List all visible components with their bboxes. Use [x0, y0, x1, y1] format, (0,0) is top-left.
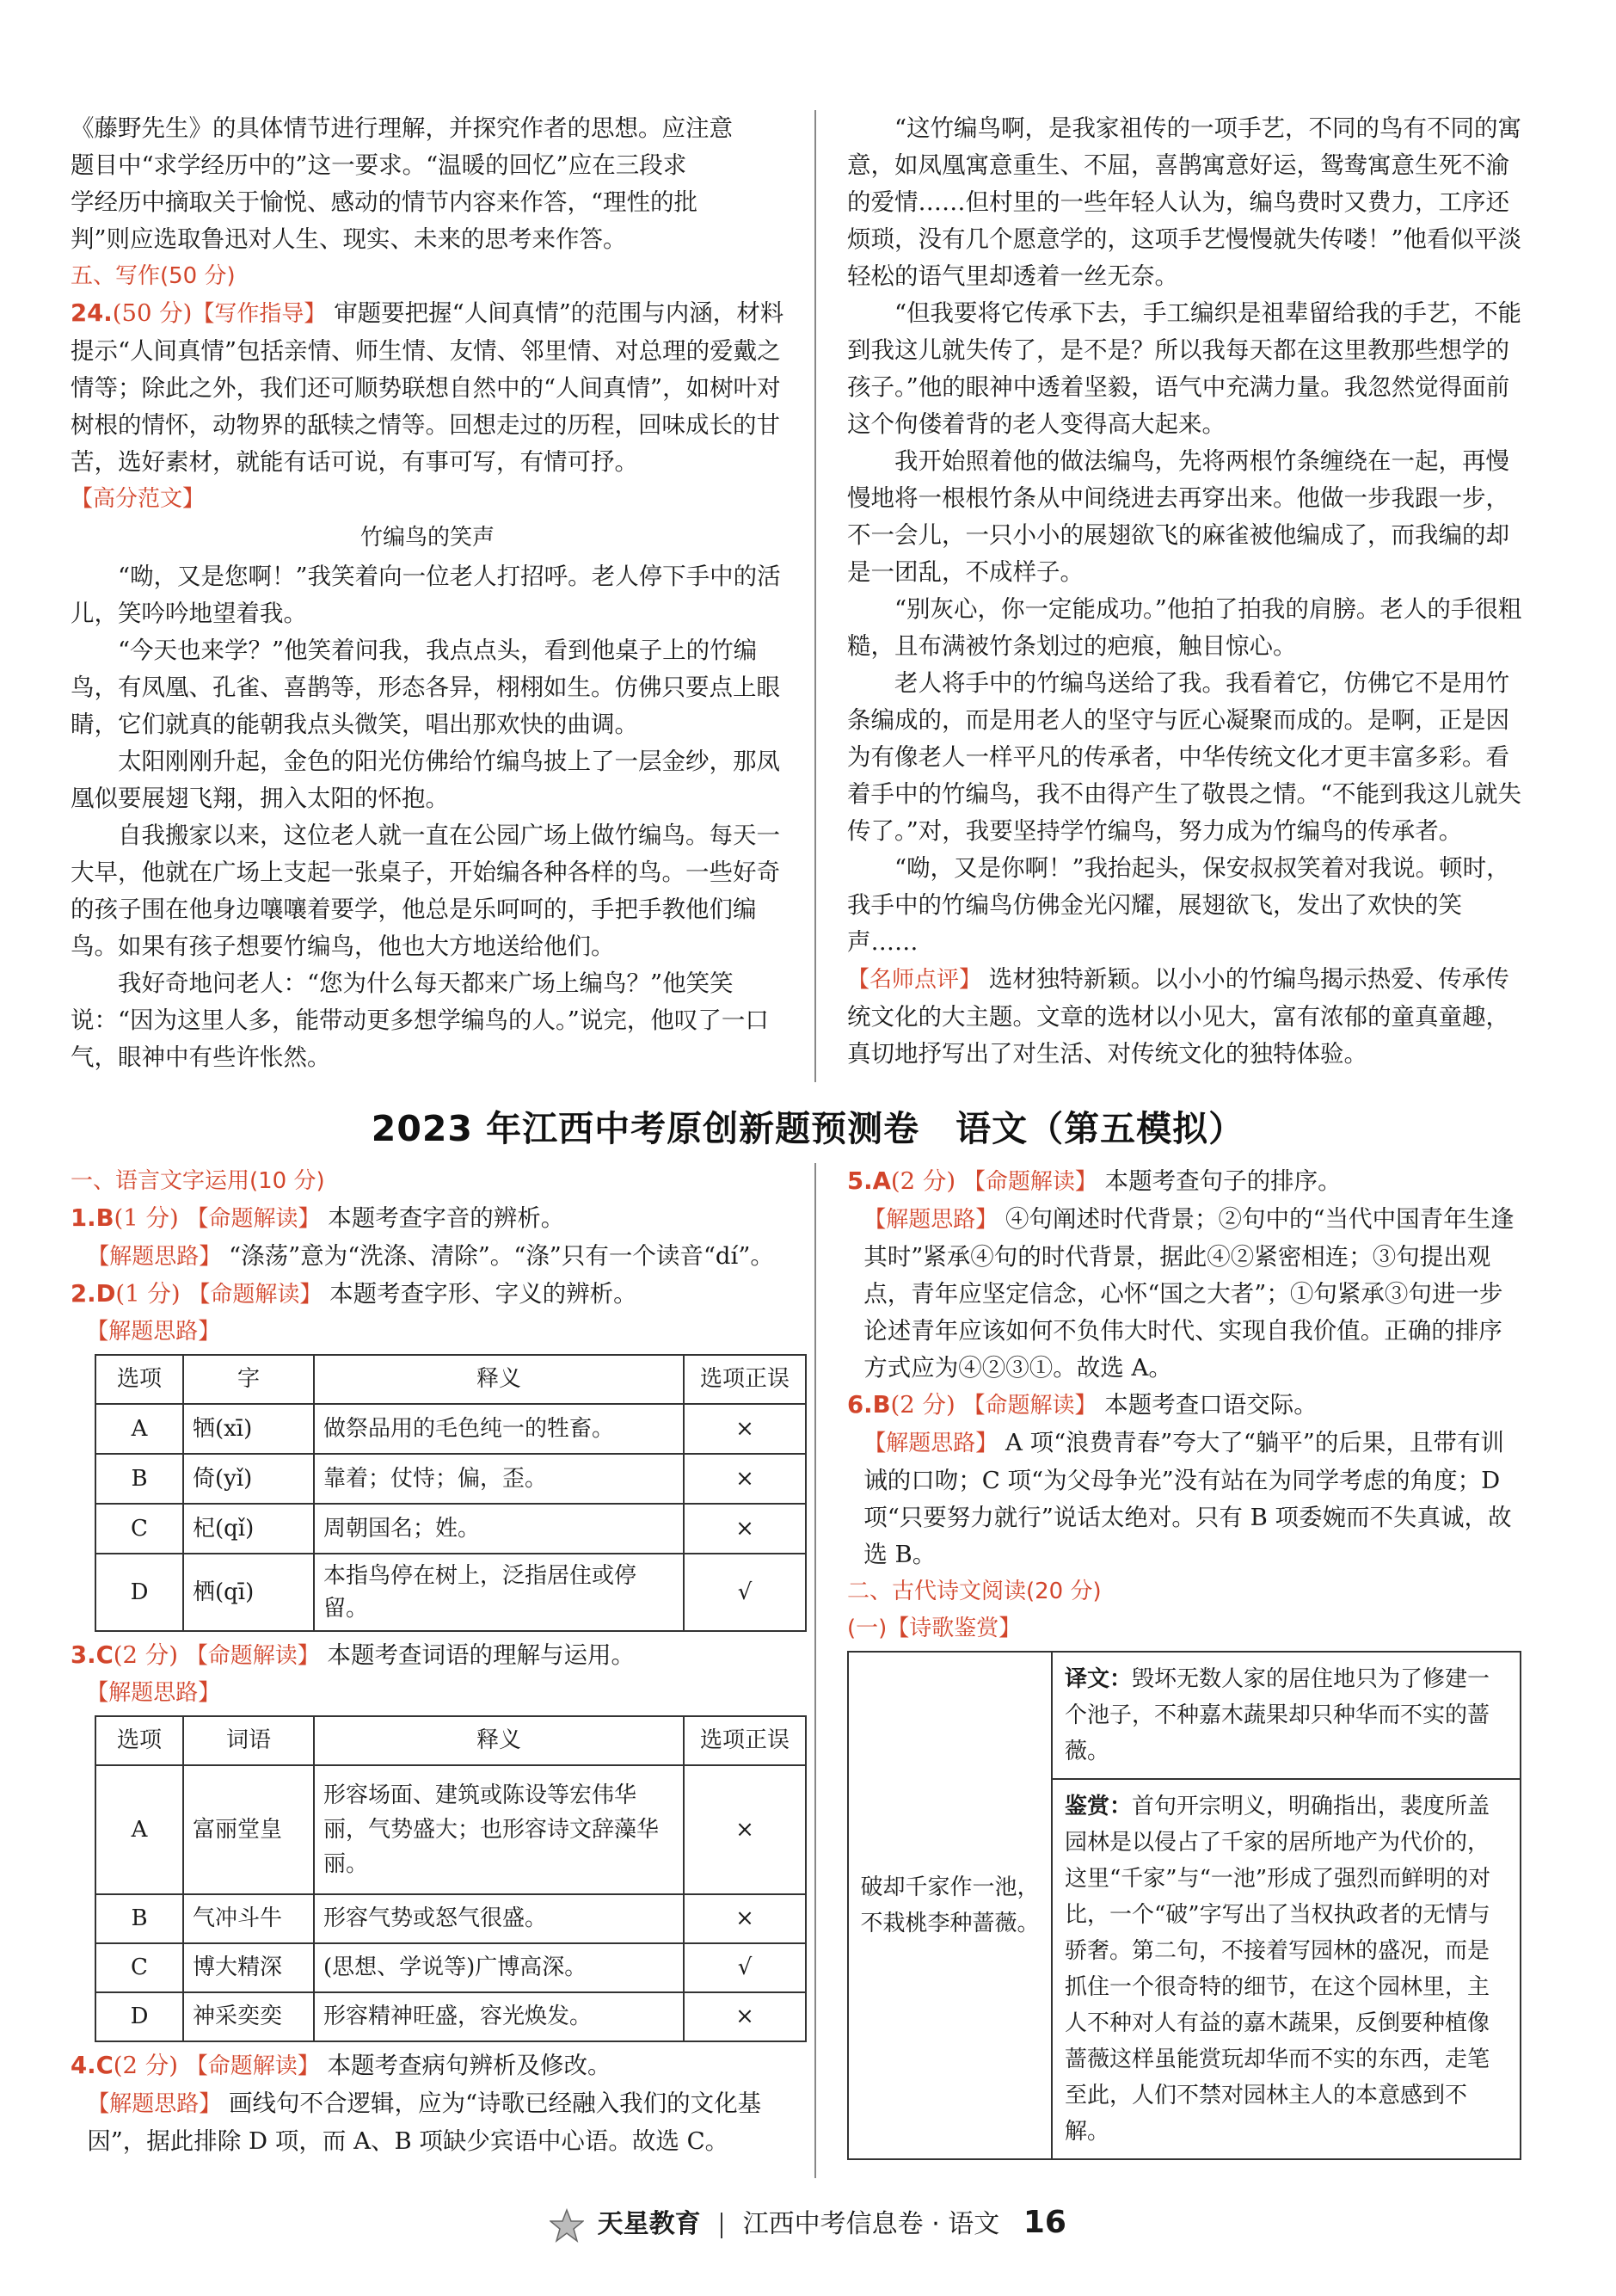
text-line: 《藤野先生》的具体情节进行理解，并探究作者的思想。应注意 [71, 114, 733, 142]
q24-score: (50 分) [112, 299, 193, 327]
char-cell: 倚(yǐ) [183, 1454, 314, 1504]
q3-tag: 【命题解读】 [185, 1643, 320, 1669]
text-line: 题目中“求学经历中的”这一要求。“温暖的回忆”应在三段求 [71, 151, 687, 179]
poem-appreciation-table [847, 1651, 1521, 2160]
top-right-column [847, 110, 1522, 1073]
table-header: 词语 [183, 1716, 314, 1765]
essay-paragraph: 我好奇地问老人：“您为什么每天都来广场上编鸟？”他笑笑说：“因为这里人多，能带动更多想学编鸟的人。”说完，他叹了一口气，眼神中有些许怅然。 [71, 969, 769, 1071]
meaning-cell: 形容场面、建筑或陈设等宏伟华丽，气势盛大；也形容诗文辞藻华丽。 [314, 1765, 684, 1894]
meaning-cell: 本指鸟停在树上，泛指居住或停留。 [314, 1554, 684, 1631]
footer-publication: 江西中考信息卷 · 语文 [742, 2209, 1000, 2239]
verdict-cell: × [684, 1454, 806, 1504]
table-row [95, 1943, 806, 1992]
verdict-cell: × [684, 1504, 806, 1554]
essay-paragraph: 老人将手中的竹编鸟送给了我。我看着它，仿佛它不是用竹条编成的，而是用老人的坚守与匠心凝聚而成的。是啊，正是因为有像老人一样平凡的传承者，中华传统文化才更丰富多彩。看着手中的竹编鸟，我不由得产生了敬畏之情。“不能到我这儿就失传了。”对，我要坚持学竹编鸟，努力成为竹编鸟的传承者。 [847, 669, 1522, 845]
translation-text: 毁坏无数人家的居住地只为了修建一个池子，不种嘉木蔬果却只种华而不实的蔷薇。 [1065, 1666, 1490, 1764]
word-cell: 神采奕奕 [183, 1992, 314, 2041]
verdict-cell: × [684, 1404, 806, 1454]
comment-text: 选材独特新颖。以小小的竹编鸟揭示热爱、传承传统文化的大主题。文章的选材以小见大，富有浓郁的童真童趣，真切地抒写出了对生活、对传统文化的独特体验。 [847, 965, 1509, 1068]
footer-separator [721, 2213, 722, 2238]
q24-text: 审题要把握“人间真情”的范围与内涵，材料提示“人间真情”包括亲情、师生情、友情、邻里情、对总理的爱戴之情等；除此之外，我们还可顺势联想自然中的“人间真情”，如树叶对树根的情怀，动物界的舐犊之情等。回想走过的历程，回味成长的甘苦，选好素材，就能有话可说，有事可写，有情可抒。 [71, 299, 784, 476]
q1-tag2: 【解题思路】 [87, 1244, 222, 1270]
q6-line [847, 1387, 1522, 1425]
q4-tag: 【命题解读】 [185, 2053, 320, 2079]
q5-analysis [847, 1201, 1522, 1387]
table-char-meaning [95, 1354, 807, 1632]
table-header: 选项正误 [684, 1716, 806, 1765]
poem-line-cell: 破却千家作一池，不栽桃李种蔷薇。 [848, 1652, 1052, 2159]
table-row [848, 1652, 1521, 1779]
verdict-cell: × [684, 1992, 806, 2041]
q2-tag: 【命题解读】 [187, 1282, 323, 1308]
text-line: 学经历中摘取关于愉悦、感动的情节内容来作答，“理性的批 [71, 188, 698, 216]
q1-analysis [71, 1238, 784, 1276]
verdict-cell: √ [684, 1943, 806, 1992]
q3-line [71, 1637, 784, 1675]
table-header: 释义 [314, 1355, 684, 1404]
q1-score: (1 分) [114, 1204, 179, 1232]
appreciation-label: 鉴赏： [1065, 1794, 1133, 1819]
page-number: 16 [1023, 2205, 1066, 2240]
table-row [95, 1404, 806, 1454]
teacher-comment [847, 961, 1522, 1073]
verdict-cell: × [684, 1894, 806, 1943]
section-header-classical: 二、古代诗文阅读(20 分) [847, 1579, 1102, 1604]
q6-text: 本题考查口语交际。 [1104, 1391, 1318, 1419]
table-row [95, 1554, 806, 1631]
word-cell: 气冲斗牛 [183, 1894, 314, 1943]
appreciation-cell [1052, 1779, 1521, 2159]
q5-line [847, 1163, 1522, 1201]
verdict-cell: × [684, 1765, 806, 1894]
q3-number: 3.C [71, 1641, 114, 1669]
q4-score: (2 分) [113, 2052, 178, 2079]
translation-label: 译文： [1065, 1666, 1133, 1692]
bottom-left-column [71, 1163, 790, 2160]
q4-analysis [71, 2085, 784, 2160]
essay-paragraph: “这竹编鸟啊，是我家祖传的一项手艺，不同的鸟有不同的寓意，如凤凰寓意重生、不屈，喜鹊寓意好运，鸳鸯寓意生死不渝的爱情……但村里的一些年轻人认为，编鸟费时又费力，工序还烦琐，没有几个愿意学的，这项手艺慢慢就失传喽！”他看似平淡轻松的语气里却透着一丝无奈。 [847, 114, 1522, 290]
meaning-cell: 靠着；仗恃；偏，歪。 [314, 1454, 684, 1504]
verdict-cell: √ [684, 1554, 806, 1631]
q6-number: 6.B [847, 1391, 891, 1419]
q5-score: (2 分) [890, 1167, 956, 1195]
table-header-row [95, 1716, 806, 1765]
footer-brand: 天星教育 [597, 2209, 701, 2239]
q24-number: 24. [71, 299, 113, 327]
option-cell: C [95, 1943, 183, 1992]
q24-paragraph [71, 295, 784, 481]
table-row [95, 1765, 806, 1894]
text-line: 判”则应选取鲁迅对人生、现实、未来的思考来作答。 [71, 225, 627, 253]
q3-tag2: 【解题思路】 [86, 1680, 221, 1706]
exam-title: 2023 年江西中考原创新题预测卷 语文（第五模拟） [371, 1108, 1245, 1149]
option-cell: A [95, 1404, 183, 1454]
q4-text2: 画线句不合逻辑，应为“诗歌已经融入我们的文化基因”，据此排除 D 项，而 A、B 项缺少宾语中心语。故选 C。 [87, 2090, 762, 2155]
table-header: 释义 [314, 1716, 684, 1765]
comment-tag: 【名师点评】 [847, 967, 982, 993]
q1-line [71, 1200, 784, 1238]
column-divider-top [814, 110, 816, 1082]
word-cell: 博大精深 [183, 1943, 314, 1992]
char-cell: 牺(xī) [183, 1404, 314, 1454]
q5-tag: 【命题解读】 [962, 1169, 1097, 1195]
translation-cell [1052, 1652, 1521, 1779]
option-cell: C [95, 1504, 183, 1554]
q2-tag2: 【解题思路】 [86, 1319, 221, 1345]
q1-tag: 【命题解读】 [186, 1206, 321, 1232]
essay-paragraph: 自我搬家以来，这位老人就一直在公园广场上做竹编鸟。每天一大早，他就在广场上支起一张桌子，开始编各种各样的鸟。一些好奇的孩子围在他身边嚷嚷着要学，他总是乐呵呵的，手把手教他们编鸟。如果有孩子想要竹编鸟，他也大方地送给他们。 [71, 822, 780, 960]
essay-paragraph: 太阳刚刚升起，金色的阳光仿佛给竹编鸟披上了一层金纱，那凤凰似要展翅飞翔，拥入太阳的怀抱。 [71, 748, 780, 812]
q2-line [71, 1276, 784, 1314]
q6-analysis [847, 1425, 1522, 1573]
appreciation-text: 首句开宗明义，明确指出，裴度所盖园林是以侵占了千家的居所地产为代价的，这里“千家”与“一池”形成了强烈而鲜明的对比，一个“破”字写出了当权执政者的无情与骄奢。第二句，不接着写园林的盛况，而是抓住一个很奇特的细节，在这个园林里，主人不种对人有益的嘉木蔬果，反倒要种植像蔷薇这样虽能赏玩却华而不实的东西，走笔至此，人们不禁对园林主人的本意感到不解。 [1065, 1794, 1491, 2145]
q4-number: 4.C [71, 2052, 114, 2079]
top-left-column [71, 110, 784, 1076]
bottom-right-column [847, 1163, 1522, 2160]
page-footer [0, 2202, 1616, 2243]
q24-tag: 【写作指导】 [192, 301, 327, 327]
essay-paragraph: “呦，又是你啊！”我抬起头，保安叔叔笑着对我说。顿时，我手中的竹编鸟仿佛金光闪耀，展翅欲飞，发出了欢快的笑声…… [847, 854, 1510, 956]
q2-score: (1 分) [115, 1280, 181, 1308]
table-header-row [95, 1355, 806, 1404]
option-cell: D [95, 1992, 183, 2041]
table-word-meaning [95, 1715, 807, 2042]
section-header-writing: 五、写作(50 分) [71, 263, 236, 289]
char-cell: 栖(qī) [183, 1554, 314, 1631]
meaning-cell: 形容气势或怒气很盛。 [314, 1894, 684, 1943]
option-cell: B [95, 1894, 183, 1943]
word-cell: 富丽堂皇 [183, 1765, 314, 1894]
table-header: 选项 [95, 1716, 183, 1765]
q3-score: (2 分) [113, 1641, 178, 1669]
table-header: 选项正误 [684, 1355, 806, 1404]
subsection-poetry: (一)【诗歌鉴赏】 [847, 1616, 1022, 1641]
column-divider-bottom [814, 1163, 816, 2178]
meaning-cell: 做祭品用的毛色纯一的牲畜。 [314, 1404, 684, 1454]
meaning-cell: 形容精神旺盛，容光焕发。 [314, 1992, 684, 2041]
star-logo-icon [550, 2208, 584, 2243]
char-cell: 杞(qǐ) [183, 1504, 314, 1554]
q1-number: 1.B [71, 1204, 114, 1232]
essay-title: 竹编鸟的笑声 [359, 525, 495, 551]
q5-tag2: 【解题思路】 [863, 1207, 998, 1233]
table-header: 字 [183, 1355, 314, 1404]
option-cell: B [95, 1454, 183, 1504]
section-header-language: 一、语言文字运用(10 分) [71, 1168, 325, 1194]
essay-paragraph: “别灰心，你一定能成功。”他拍了拍我的肩膀。老人的手很粗糙，且布满被竹条划过的疤痕，触目惊心。 [847, 595, 1522, 660]
essay-paragraph: “但我要将它传承下去，手工编织是祖辈留给我的手艺，不能到我这儿就失传了，是不是？所以我每天都在这里教那些想学的孩子。”他的眼神中透着坚毅，语气中充满力量。我忽然觉得面前这个佝偻着背的老人变得高大起来。 [847, 299, 1522, 438]
q4-line [71, 2047, 784, 2085]
option-cell: D [95, 1554, 183, 1631]
table-row [95, 1992, 806, 2041]
q3-text: 本题考查词语的理解与运用。 [327, 1641, 635, 1669]
q4-tag2: 【解题思路】 [87, 2091, 222, 2117]
q5-number: 5.A [847, 1167, 891, 1195]
table-row [95, 1504, 806, 1554]
q5-text2: ④句阐述时代背景；②句中的“当代中国青年生逢其时”紧承④句的时代背景，据此④②紧密相连；③句提出观点，青年应坚定信念，心怀“国之大者”；①句紧承③句进一步论述青年应该如何不负伟大时代、实现自我价值。正确的排序方式应为④②③①。故选 A。 [863, 1205, 1515, 1382]
table-row [95, 1894, 806, 1943]
model-essay-tag: 【高分范文】 [71, 486, 206, 512]
q2-text: 本题考查字形、字义的辨析。 [329, 1280, 637, 1308]
q6-tag2: 【解题思路】 [863, 1431, 998, 1456]
q6-score: (2 分) [890, 1391, 955, 1419]
option-cell: A [95, 1765, 183, 1894]
essay-paragraph: “呦，又是您啊！”我笑着向一位老人打招呼。老人停下手中的活儿，笑吟吟地望着我。 [71, 563, 781, 627]
q1-text: 本题考查字音的辨析。 [328, 1204, 565, 1232]
table-row [95, 1454, 806, 1504]
q4-text: 本题考查病句辨析及修改。 [327, 2052, 611, 2079]
essay-paragraph: 我开始照着他的做法编鸟，先将两根竹条缠绕在一起，再慢慢地将一根根竹条从中间绕进去再穿出来。他做一步我跟一步，不一会儿，一只小小的展翅欲飞的麻雀被他编成了，而我编的却是一团乱，不成样子。 [847, 447, 1509, 586]
q6-text2: A 项“浪费青春”夸大了“躺平”的后果，且带有训诫的口吻；C 项“为父母争光”没有站在为同学考虑的角度；D 项“只要努力就行”说话太绝对。只有 B 项委婉而不失真诚，故选 B。 [863, 1429, 1512, 1568]
meaning-cell: (思想、学说等)广博高深。 [314, 1943, 684, 1992]
q5-text: 本题考查句子的排序。 [1104, 1167, 1342, 1195]
meaning-cell: 周朝国名；姓。 [314, 1504, 684, 1554]
table-header: 选项 [95, 1355, 183, 1404]
q6-tag: 【命题解读】 [962, 1393, 1097, 1419]
q2-number: 2.D [71, 1280, 116, 1308]
essay-paragraph: “今天也来学？”他笑着问我，我点点头，看到他桌子上的竹编鸟，有凤凰、孔雀、喜鹊等，形态各异，栩栩如生。仿佛只要点上眼睛，它们就真的能朝我点头微笑，唱出那欢快的曲调。 [71, 637, 780, 738]
q1-text2: “涤荡”意为“洗涤、清除”。“涤”只有一个读音“dí”。 [229, 1242, 774, 1270]
